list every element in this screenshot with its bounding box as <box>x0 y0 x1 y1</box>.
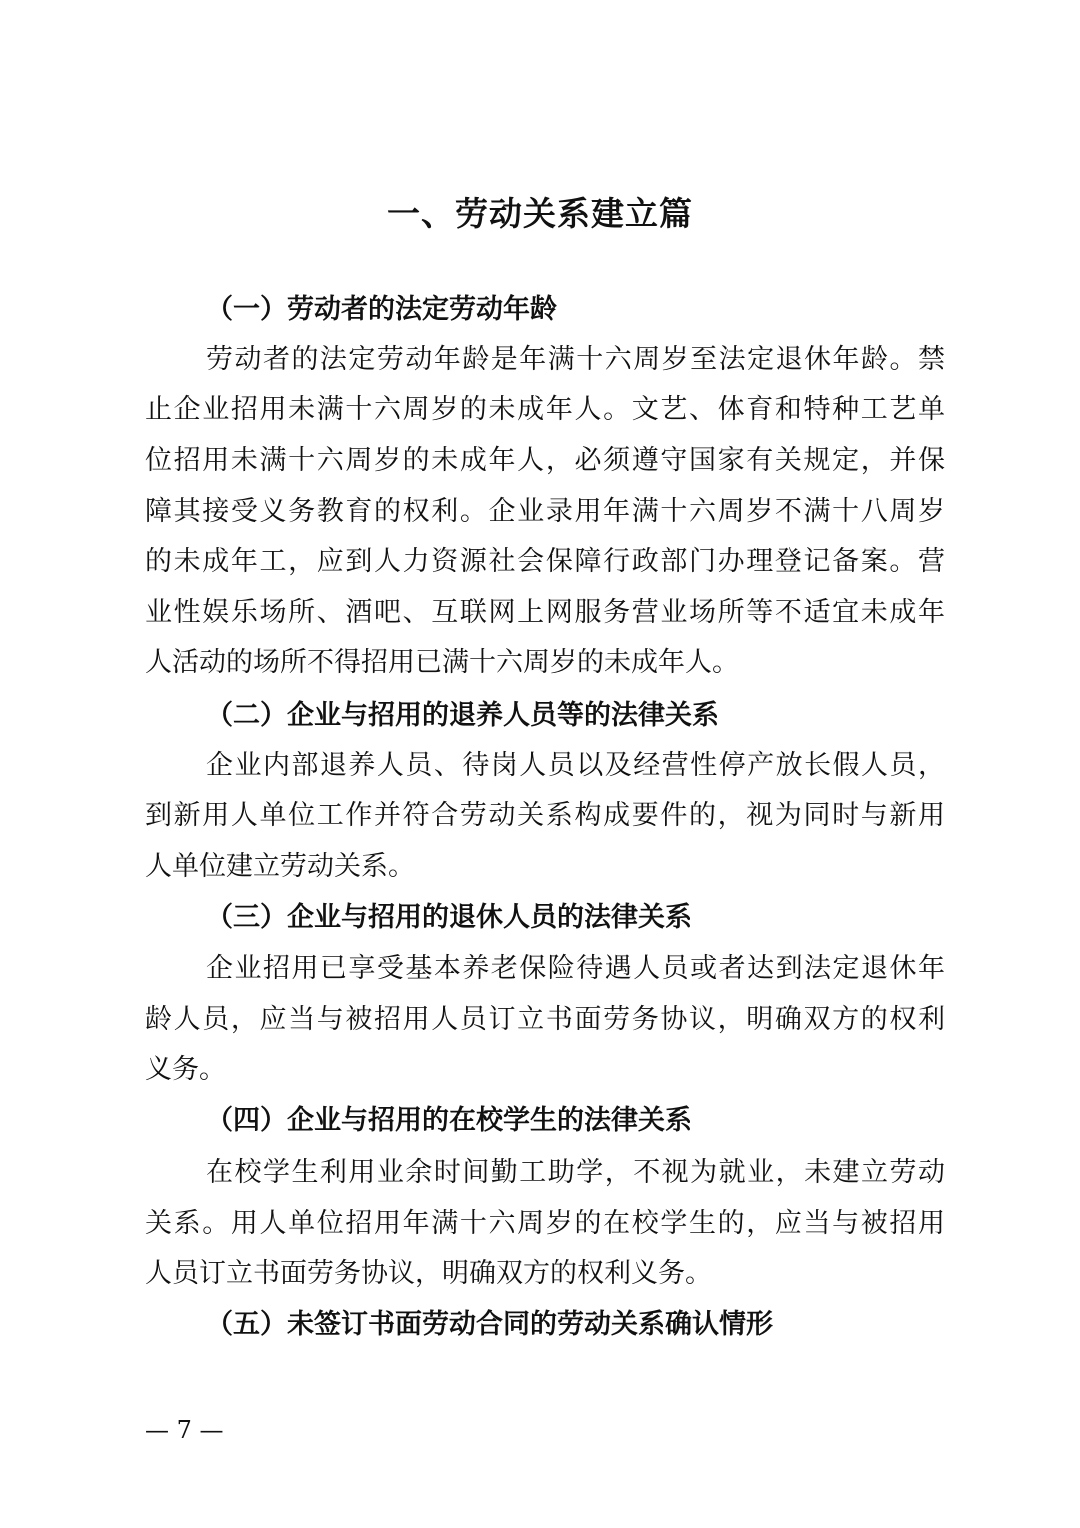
section-heading-2: （二）企业与招用的退养人员等的法律关系 <box>206 700 719 731</box>
section-heading-4: （四）企业与招用的在校学生的法律关系 <box>206 1105 692 1136</box>
paragraph-line: 企业内部退养人员、待岗人员以及经营性停产放长假人员， <box>206 750 945 781</box>
paragraph-line: 人单位建立劳动关系。 <box>145 851 415 882</box>
paragraph-line: 止企业招用未满十六周岁的未成年人。文艺、体育和特种工艺单 <box>145 394 945 425</box>
section-heading-1: （一）劳动者的法定劳动年龄 <box>206 294 557 325</box>
chapter-title: 一、劳动关系建立篇 <box>387 194 693 233</box>
paragraph-line: 义务。 <box>145 1054 226 1085</box>
page-number: — 7 — <box>145 1416 224 1444</box>
paragraph-line: 的未成年工，应到人力资源社会保障行政部门办理登记备案。营 <box>145 546 945 577</box>
paragraph-line: 人员订立书面劳务协议，明确双方的权利义务。 <box>145 1258 712 1289</box>
paragraph-line: 人活动的场所不得招用已满十六周岁的未成年人。 <box>145 647 739 678</box>
paragraph-line: 企业招用已享受基本养老保险待遇人员或者达到法定退休年 <box>206 953 945 984</box>
section-heading-5: （五）未签订书面劳动合同的劳动关系确认情形 <box>206 1309 773 1340</box>
paragraph-line: 障其接受义务教育的权利。企业录用年满十六周岁不满十八周岁 <box>145 496 945 527</box>
section-heading-3: （三）企业与招用的退休人员的法律关系 <box>206 902 692 933</box>
paragraph-line: 在校学生利用业余时间勤工助学，不视为就业，未建立劳动 <box>206 1157 945 1188</box>
paragraph-line: 龄人员，应当与被招用人员订立书面劳务协议，明确双方的权利 <box>145 1004 945 1035</box>
paragraph-line: 关系。用人单位招用年满十六周岁的在校学生的，应当与被招用 <box>145 1208 945 1239</box>
paragraph-line: 劳动者的法定劳动年龄是年满十六周岁至法定退休年龄。禁 <box>206 344 945 375</box>
paragraph-line: 业性娱乐场所、酒吧、互联网上网服务营业场所等不适宜未成年 <box>145 597 945 628</box>
paragraph-line: 位招用未满十六周岁的未成年人，必须遵守国家有关规定，并保 <box>145 445 945 476</box>
paragraph-line: 到新用人单位工作并符合劳动关系构成要件的，视为同时与新用 <box>145 800 945 831</box>
